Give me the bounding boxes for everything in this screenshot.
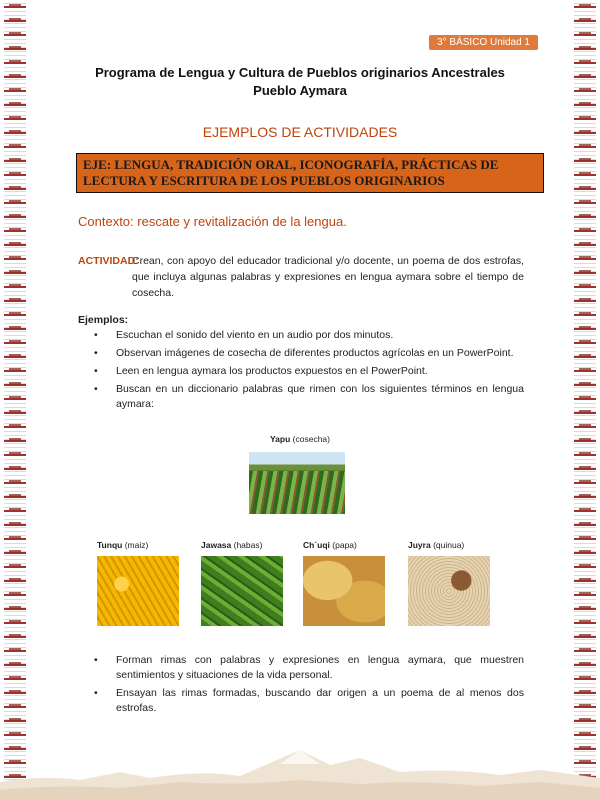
program-title (0, 64, 600, 100)
list-item: • Escuchan el sonido del viento en un audio por dos minutos. (94, 328, 524, 343)
decorative-border-right (574, 0, 596, 800)
list-item: • Buscan en un diccionario palabras que rimen con los siguientes términos en lengua aymara: (94, 382, 524, 412)
crop-word: Ch´uqi (303, 540, 330, 550)
activities-list (94, 653, 524, 719)
actividad-label: ACTIVIDAD: (78, 255, 139, 267)
grade-unit-tag: 3° BÁSICO Unidad 1 (429, 35, 538, 50)
list-item: • Observan imágenes de cosecha de diferentes productos agrícolas en un PowerPoint. (94, 346, 524, 361)
crop-juyra (408, 540, 490, 626)
list-item: • Leen en lengua aymara los productos expuestos en el PowerPoint. (94, 364, 524, 379)
yapu-meaning: (cosecha) (292, 434, 330, 444)
corn-image (97, 556, 179, 626)
yapu-word: Yapu (269, 434, 291, 444)
harvest-field-image (249, 452, 345, 514)
ejemplos-list (94, 328, 524, 415)
list-item: • Forman rimas con palabras y expresiones en lengua aymara, que muestren sentimientos y situaciones de la vida personal. (94, 653, 524, 683)
section-title: EJEMPLOS DE ACTIVIDADES (202, 124, 398, 140)
decorative-border-left (4, 0, 26, 800)
landscape-illustration (0, 720, 600, 800)
ejemplos-label: Ejemplos: (78, 314, 129, 326)
crop-meaning: (maiz) (124, 540, 149, 550)
actividad-block (78, 253, 524, 301)
crop-tunqu (97, 540, 179, 626)
crop-chuqi (303, 540, 385, 626)
crop-word: Jawasa (201, 540, 232, 550)
crop-meaning: (papa) (332, 540, 357, 550)
contexto-heading: Contexto: rescate y revitalización de la lengua. (78, 214, 347, 229)
program-title-line2: Pueblo Aymara (253, 83, 347, 98)
actividad-text: Crean, con apoyo del educador tradicional y/o docente, un poema de dos estrofas, que incluya algunas palabras y expresiones en lengua aymara sobre el tiempo de cosecha. (132, 255, 524, 299)
crop-meaning: (quinua) (433, 540, 465, 550)
program-title-line1: Programa de Lengua y Cultura de Pueblos originarios Ancestrales (95, 65, 505, 80)
eje-box: EJE: LENGUA, TRADICIÓN ORAL, ICONOGRAFÍA, PRÁCTICAS DE LECTURA Y ESCRITURA DE LOS PUEBLOS ORIGINARIOS (76, 153, 544, 193)
quinoa-image (408, 556, 490, 626)
crop-meaning: (habas) (233, 540, 263, 550)
potato-image (303, 556, 385, 626)
crop-word: Tunqu (97, 540, 123, 550)
crop-jawasa (201, 540, 283, 626)
crop-word: Juyra (408, 540, 431, 550)
yapu-caption (0, 434, 600, 444)
list-item: • Ensayan las rimas formadas, buscando dar origen a un poema de al menos dos estrofas. (94, 686, 524, 716)
beans-image (201, 556, 283, 626)
